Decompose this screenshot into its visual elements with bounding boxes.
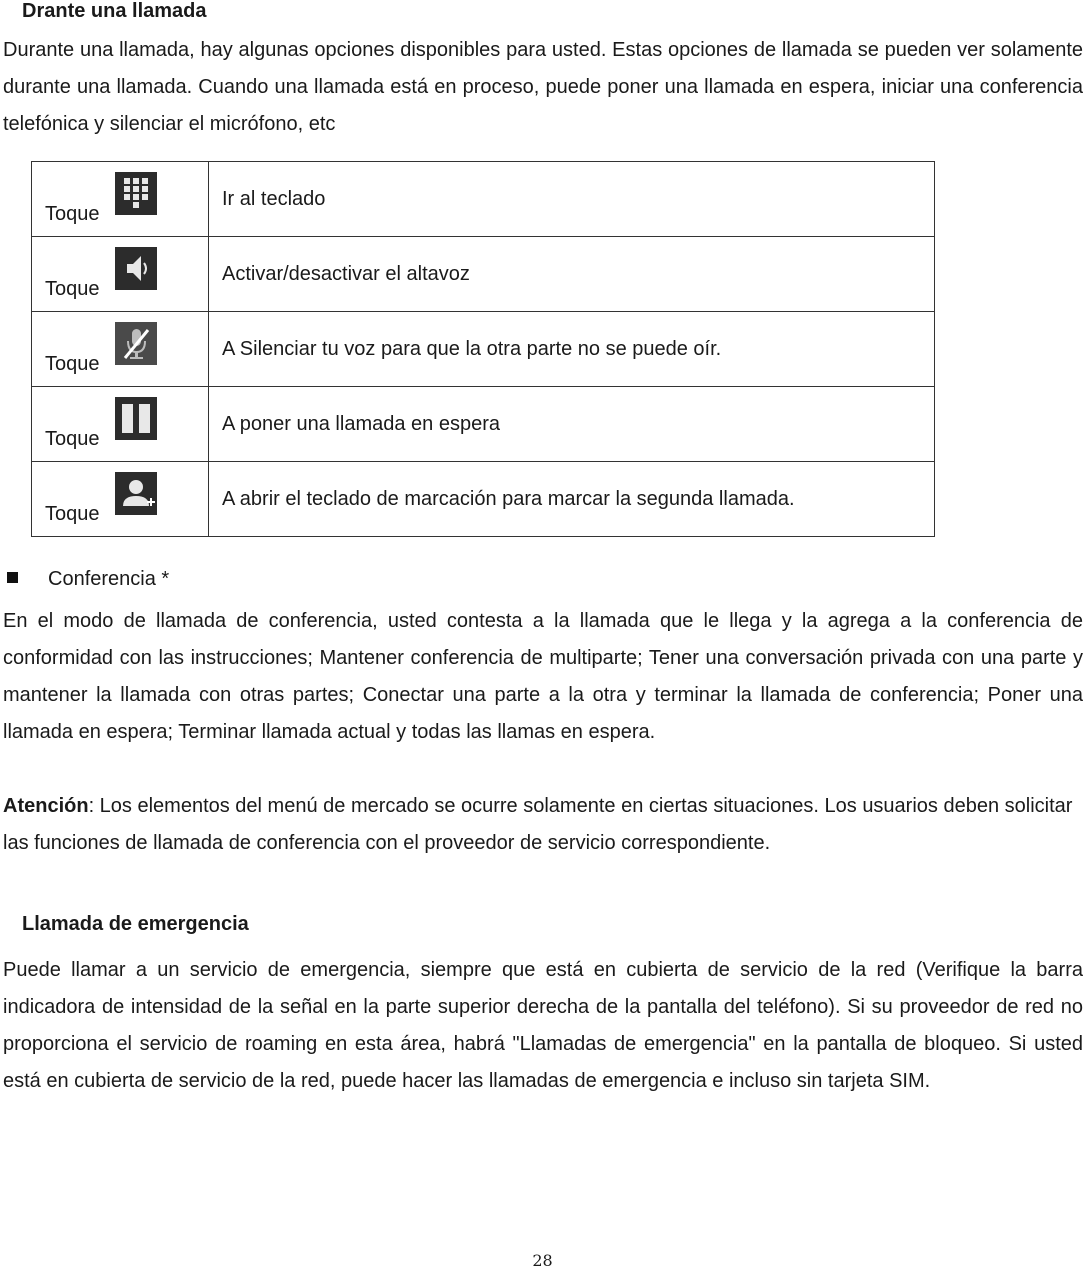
table-row xyxy=(32,312,935,387)
description-cell: A poner una llamada en espera xyxy=(209,387,935,462)
attention-text: : Los elementos del menú de mercado se ocurre solamente en ciertas situaciones. Los usuarios deben solicitar las funciones de llamada de conferencia con el proveedor de servicio correspondiente. xyxy=(3,795,1073,854)
mute-mic-icon xyxy=(115,322,157,365)
attention-paragraph xyxy=(3,788,1083,862)
add-call-icon xyxy=(115,472,157,515)
touch-label: Toque xyxy=(45,353,100,375)
table-row xyxy=(32,462,935,537)
touch-label: Toque xyxy=(45,503,100,525)
section-heading-emergency: Llamada de emergencia xyxy=(22,913,249,935)
section-heading-during-call: Drante una llamada xyxy=(22,0,207,22)
intro-paragraph: Durante una llamada, hay algunas opciones disponibles para usted. Estas opciones de llamada se pueden ver solamente durante una llamada. Cuando una llamada está en proceso, puede poner una llamada en espera, iniciar una conferencia telefónica y silenciar el micrófono, etc xyxy=(3,39,1083,135)
call-options-table xyxy=(31,161,935,537)
touch-label: Toque xyxy=(45,203,100,225)
description-cell: A abrir el teclado de marcación para marcar la segunda llamada. xyxy=(209,462,935,537)
square-bullet-icon xyxy=(7,572,18,583)
conference-paragraph: En el modo de llamada de conferencia, usted contesta a la llamada que le llega y la agrega a la conferencia de conformidad con las instrucciones; Mantener conferencia de multiparte; Tener una conversación privada con una parte y mantener la llamada con otras partes; Conectar una parte a la otra y terminar la llamada de conferencia; Poner una llamada en espera; Terminar llamada actual y todas las llamas en espera. xyxy=(3,610,1083,743)
pause-icon xyxy=(115,397,157,440)
conference-label: Conferencia * xyxy=(48,568,170,590)
speaker-icon xyxy=(115,247,157,290)
description-cell: Activar/desactivar el altavoz xyxy=(209,237,935,312)
table-row xyxy=(32,387,935,462)
table-row xyxy=(32,237,935,312)
conference-bullet xyxy=(7,568,169,591)
dialpad-icon xyxy=(115,172,157,215)
touch-label: Toque xyxy=(45,428,100,450)
description-cell: A Silenciar tu voz para que la otra parte no se puede oír. xyxy=(209,312,935,387)
touch-cell xyxy=(32,312,209,387)
touch-cell xyxy=(32,162,209,237)
touch-cell xyxy=(32,462,209,537)
attention-label: Atención xyxy=(3,795,89,817)
description-cell: Ir al teclado xyxy=(209,162,935,237)
touch-cell xyxy=(32,387,209,462)
touch-cell xyxy=(32,237,209,312)
emergency-paragraph: Puede llamar a un servicio de emergencia, siempre que está en cubierta de servicio de la red (Verifique la barra indicadora de intensidad de la señal en la parte superior derecha de la pantalla del teléfono). Si su proveedor de red no proporciona el servicio de roaming en esta área, habrá "Llamadas de emergencia" en la pantalla de bloqueo. Si usted está en cubierta de servicio de la red, puede hacer las llamadas de emergencia e incluso sin tarjeta SIM. xyxy=(3,959,1083,1092)
touch-label: Toque xyxy=(45,278,100,300)
table-row xyxy=(32,162,935,237)
page-number: 28 xyxy=(532,1251,553,1270)
